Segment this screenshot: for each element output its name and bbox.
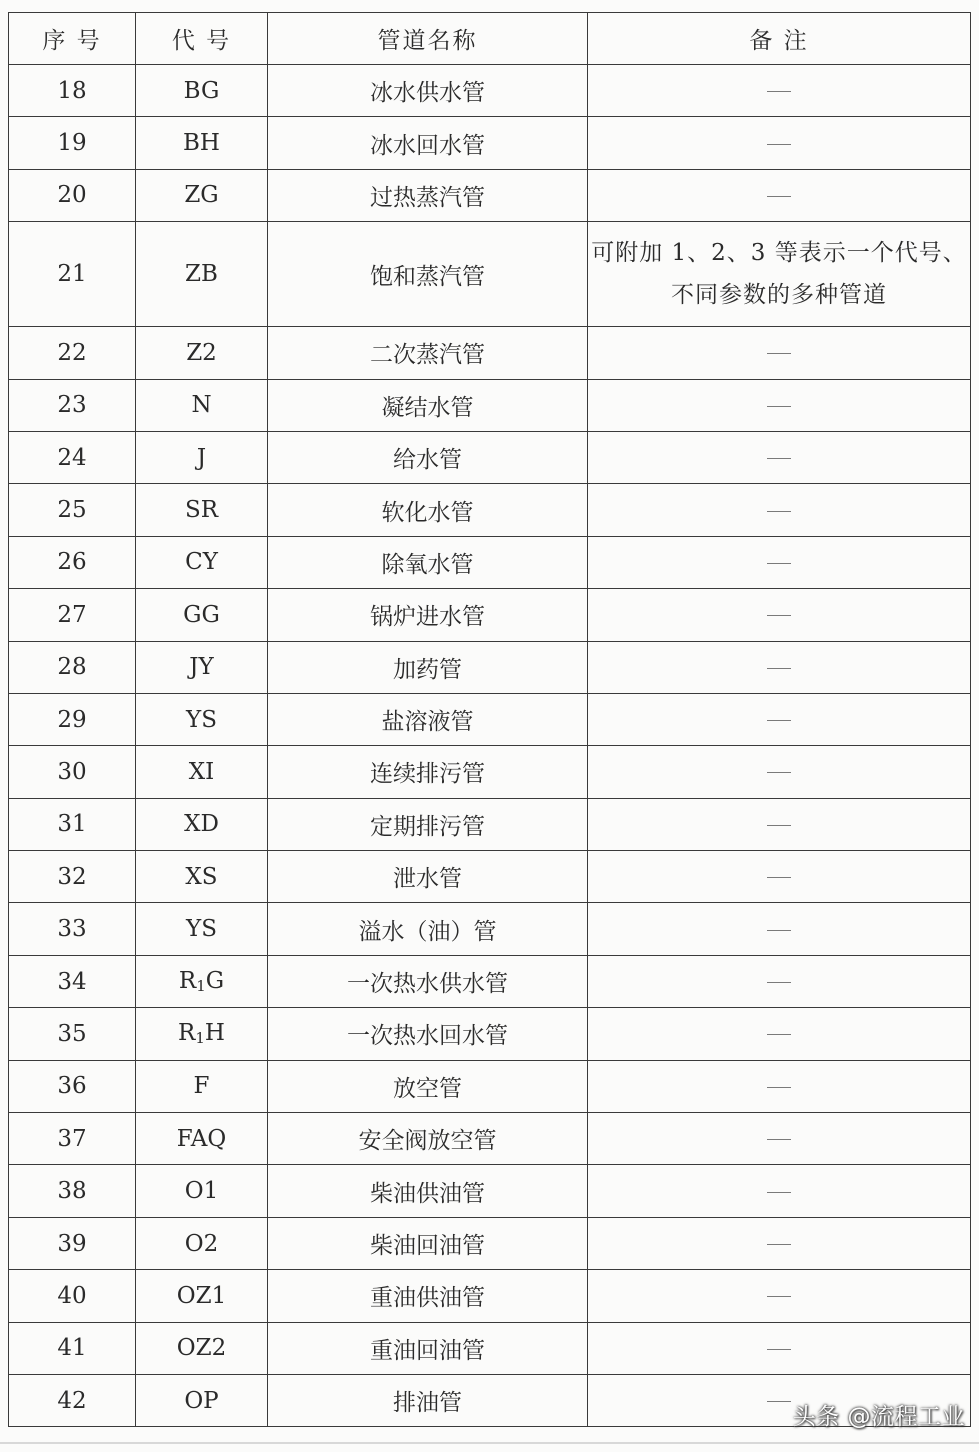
- cell-pipe-name: 安全阀放空管: [268, 1113, 588, 1165]
- cell-code: XS: [136, 851, 268, 903]
- cell-remark: [588, 1113, 971, 1165]
- cell-remark: [588, 746, 971, 798]
- cell-serial-no: 29: [9, 693, 136, 745]
- cell-remark: [588, 1217, 971, 1269]
- table-header-row: [9, 13, 971, 65]
- cell-pipe-name: 泄水管: [268, 851, 588, 903]
- cell-serial-no: 20: [9, 169, 136, 221]
- dash-mark: [767, 982, 791, 983]
- cell-remark: [588, 798, 971, 850]
- cell-pipe-name: 饱和蒸汽管: [268, 222, 588, 327]
- cell-serial-no: 35: [9, 1008, 136, 1060]
- cell-code: O1: [136, 1165, 268, 1217]
- table-row: [9, 746, 971, 798]
- cell-serial-no: 30: [9, 746, 136, 798]
- cell-code: JY: [136, 641, 268, 693]
- cell-pipe-name: 排油管: [268, 1374, 588, 1426]
- cell-pipe-name: 软化水管: [268, 484, 588, 536]
- cell-code: J: [136, 431, 268, 483]
- cell-remark: [588, 1322, 971, 1374]
- dash-mark: [767, 406, 791, 407]
- cell-remark: [588, 589, 971, 641]
- cell-code: OZ1: [136, 1270, 268, 1322]
- cell-remark: [588, 1060, 971, 1112]
- cell-serial-no: 23: [9, 379, 136, 431]
- dash-mark: [767, 1296, 791, 1297]
- cell-remark: [588, 169, 971, 221]
- dash-mark: [767, 91, 791, 92]
- dash-mark: [767, 1192, 791, 1193]
- dash-mark: [767, 930, 791, 931]
- source-watermark: 头条 @流程工业: [792, 1404, 965, 1430]
- header-remarks: 备 注: [588, 13, 971, 65]
- dash-mark: [767, 1139, 791, 1140]
- header-code: 代 号: [136, 13, 268, 65]
- header-pipe-name: 管道名称: [268, 13, 588, 65]
- cell-pipe-name: 一次热水回水管: [268, 1008, 588, 1060]
- page-bottom-divider: [0, 1442, 979, 1444]
- cell-code: GG: [136, 589, 268, 641]
- cell-code: OZ2: [136, 1322, 268, 1374]
- cell-code: YS: [136, 903, 268, 955]
- cell-code: ZB: [136, 222, 268, 327]
- table-row: [9, 1270, 971, 1322]
- cell-remark: [588, 484, 971, 536]
- cell-remark: [588, 641, 971, 693]
- table-row: [9, 169, 971, 221]
- cell-serial-no: 22: [9, 327, 136, 379]
- table-row: [9, 851, 971, 903]
- cell-serial-no: 18: [9, 65, 136, 117]
- table-row: [9, 693, 971, 745]
- dash-mark: [767, 1349, 791, 1350]
- dash-mark: [767, 825, 791, 826]
- cell-remark: [588, 65, 971, 117]
- table-row: [9, 65, 971, 117]
- table-row: [9, 955, 971, 1007]
- cell-pipe-name: 二次蒸汽管: [268, 327, 588, 379]
- cell-serial-no: 32: [9, 851, 136, 903]
- table-row: [9, 1060, 971, 1112]
- cell-remark: [588, 431, 971, 483]
- cell-code: N: [136, 379, 268, 431]
- cell-remark: [588, 117, 971, 169]
- cell-code: Z2: [136, 327, 268, 379]
- cell-pipe-name: 柴油回油管: [268, 1217, 588, 1269]
- cell-pipe-name: 盐溶液管: [268, 693, 588, 745]
- cell-code: BH: [136, 117, 268, 169]
- cell-serial-no: 26: [9, 536, 136, 588]
- cell-pipe-name: 给水管: [268, 431, 588, 483]
- table-row: [9, 589, 971, 641]
- dash-mark: [767, 1244, 791, 1245]
- cell-code: ZG: [136, 169, 268, 221]
- cell-remark: [588, 693, 971, 745]
- cell-code: F: [136, 1060, 268, 1112]
- dash-mark: [767, 1087, 791, 1088]
- cell-code: CY: [136, 536, 268, 588]
- dash-mark: [767, 877, 791, 878]
- dash-mark: [767, 1034, 791, 1035]
- dash-mark: [767, 668, 791, 669]
- cell-serial-no: 40: [9, 1270, 136, 1322]
- dash-mark: [767, 615, 791, 616]
- table-row: [9, 117, 971, 169]
- table-row: [9, 1113, 971, 1165]
- cell-pipe-name: 柴油供油管: [268, 1165, 588, 1217]
- cell-remark: [588, 327, 971, 379]
- cell-serial-no: 39: [9, 1217, 136, 1269]
- cell-serial-no: 27: [9, 589, 136, 641]
- table-row: [9, 431, 971, 483]
- cell-remark: [588, 1008, 971, 1060]
- cell-remark: [588, 851, 971, 903]
- cell-pipe-name: 锅炉进水管: [268, 589, 588, 641]
- cell-serial-no: 33: [9, 903, 136, 955]
- table-row: [9, 798, 971, 850]
- table-row: [9, 903, 971, 955]
- cell-remark: [588, 903, 971, 955]
- cell-pipe-name: 冰水供水管: [268, 65, 588, 117]
- table-row: [9, 327, 971, 379]
- cell-code: OP: [136, 1374, 268, 1426]
- cell-code: XD: [136, 798, 268, 850]
- table-row: [9, 484, 971, 536]
- cell-pipe-name: 一次热水供水管: [268, 955, 588, 1007]
- cell-code: SR: [136, 484, 268, 536]
- table-row: [9, 536, 971, 588]
- cell-pipe-name: 冰水回水管: [268, 117, 588, 169]
- dash-mark: [767, 720, 791, 721]
- dash-mark: [767, 353, 791, 354]
- cell-remark: [588, 1165, 971, 1217]
- cell-serial-no: 28: [9, 641, 136, 693]
- dash-mark: [767, 196, 791, 197]
- pipe-code-table: [8, 12, 971, 1427]
- cell-pipe-name: 放空管: [268, 1060, 588, 1112]
- dash-mark: [767, 563, 791, 564]
- cell-pipe-name: 过热蒸汽管: [268, 169, 588, 221]
- cell-serial-no: 36: [9, 1060, 136, 1112]
- table-row: [9, 379, 971, 431]
- dash-mark: [767, 772, 791, 773]
- cell-pipe-name: 除氧水管: [268, 536, 588, 588]
- cell-code: BG: [136, 65, 268, 117]
- cell-serial-no: 37: [9, 1113, 136, 1165]
- cell-remark: [588, 1270, 971, 1322]
- cell-serial-no: 34: [9, 955, 136, 1007]
- cell-pipe-name: 重油供油管: [268, 1270, 588, 1322]
- cell-pipe-name: 凝结水管: [268, 379, 588, 431]
- cell-code: $R_1H$: [136, 1008, 268, 1060]
- dash-mark: [767, 511, 791, 512]
- table-row: [9, 1217, 971, 1269]
- dash-mark: [767, 1401, 791, 1402]
- cell-serial-no: 25: [9, 484, 136, 536]
- table-row: [9, 641, 971, 693]
- cell-code: FAQ: [136, 1113, 268, 1165]
- cell-serial-no: 31: [9, 798, 136, 850]
- cell-serial-no: 38: [9, 1165, 136, 1217]
- table-row: [9, 1008, 971, 1060]
- table-row: [9, 222, 971, 327]
- header-serial-no: 序 号: [9, 13, 136, 65]
- cell-pipe-name: 重油回油管: [268, 1322, 588, 1374]
- cell-serial-no: 41: [9, 1322, 136, 1374]
- cell-pipe-name: 连续排污管: [268, 746, 588, 798]
- dash-mark: [767, 458, 791, 459]
- cell-code: XI: [136, 746, 268, 798]
- cell-pipe-name: 加药管: [268, 641, 588, 693]
- cell-remark: [588, 379, 971, 431]
- table-row: [9, 1165, 971, 1217]
- cell-code: $R_1G$: [136, 955, 268, 1007]
- cell-serial-no: 21: [9, 222, 136, 327]
- table-body: [9, 65, 971, 1427]
- cell-code: YS: [136, 693, 268, 745]
- cell-pipe-name: 溢水（油）管: [268, 903, 588, 955]
- cell-pipe-name: 定期排污管: [268, 798, 588, 850]
- cell-serial-no: 19: [9, 117, 136, 169]
- table-row: [9, 1322, 971, 1374]
- dash-mark: [767, 144, 791, 145]
- cell-code: O2: [136, 1217, 268, 1269]
- cell-serial-no: 42: [9, 1374, 136, 1426]
- cell-remark: [588, 955, 971, 1007]
- cell-serial-no: 24: [9, 431, 136, 483]
- cell-remark: [588, 536, 971, 588]
- cell-remark: 可附加 1、2、3 等表示一个代号、不同参数的多种管道: [588, 222, 971, 327]
